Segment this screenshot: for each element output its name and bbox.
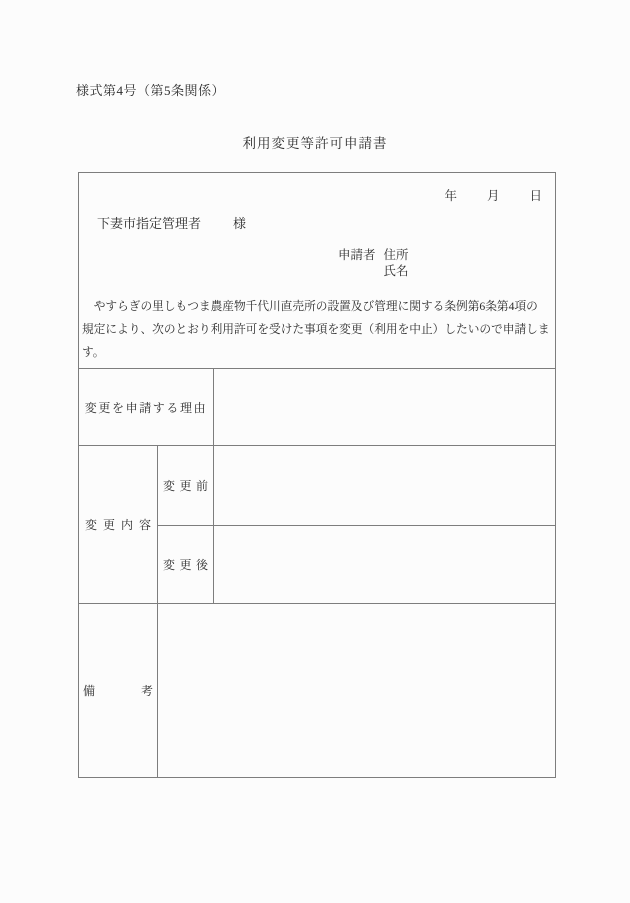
page-title: 利用変更等許可申請書 xyxy=(242,136,388,151)
remarks-label: 備考 xyxy=(83,684,153,698)
month-label: 月 xyxy=(486,189,500,203)
year-label: 年 xyxy=(444,189,457,203)
date-line xyxy=(444,186,542,204)
applicant-label: 申請者 xyxy=(338,248,376,262)
remarks-label-cell xyxy=(79,604,158,777)
applicant-fields xyxy=(384,247,409,279)
remarks-row xyxy=(79,604,555,777)
form-number: 様式第4号（第5条関係） xyxy=(76,83,226,98)
change-label-cell xyxy=(79,446,158,603)
before-label: 変更前 xyxy=(163,478,208,493)
honorific: 様 xyxy=(233,216,247,231)
after-label-cell xyxy=(158,526,214,604)
change-sub-rows xyxy=(158,446,555,603)
change-row xyxy=(79,446,555,604)
remarks-input-area xyxy=(158,604,555,777)
before-label-cell xyxy=(158,446,214,525)
before-input-area xyxy=(214,446,555,525)
form-header-area xyxy=(79,173,555,369)
application-statement xyxy=(82,295,552,364)
reason-label-cell xyxy=(79,369,214,445)
statement-line: やすらぎの里しもつま農産物千代川直売所の設置及び管理に関する条例第6条第4項の xyxy=(82,300,538,313)
reason-label: 変更を申請する理由 xyxy=(84,400,208,415)
change-label: 変更内容 xyxy=(85,518,151,532)
reason-row xyxy=(79,369,555,446)
applicant-block xyxy=(338,247,409,279)
statement-line: 規定により、次のとおり利用許可を受けた事項を変更（利用を中止）したいので申請しま xyxy=(82,323,550,336)
day-label: 日 xyxy=(529,189,542,203)
application-form-table xyxy=(78,172,556,778)
after-change-row xyxy=(158,526,555,604)
before-change-row xyxy=(158,446,555,526)
statement-line: す。 xyxy=(82,346,105,359)
after-input-area xyxy=(214,526,555,604)
after-label: 変更後 xyxy=(163,557,208,572)
addressee: 下妻市指定管理者 xyxy=(97,216,202,231)
name-label: 氏名 xyxy=(383,264,409,278)
addressee-line xyxy=(97,213,246,232)
reason-input-area xyxy=(214,369,555,445)
address-label: 住所 xyxy=(383,248,409,262)
